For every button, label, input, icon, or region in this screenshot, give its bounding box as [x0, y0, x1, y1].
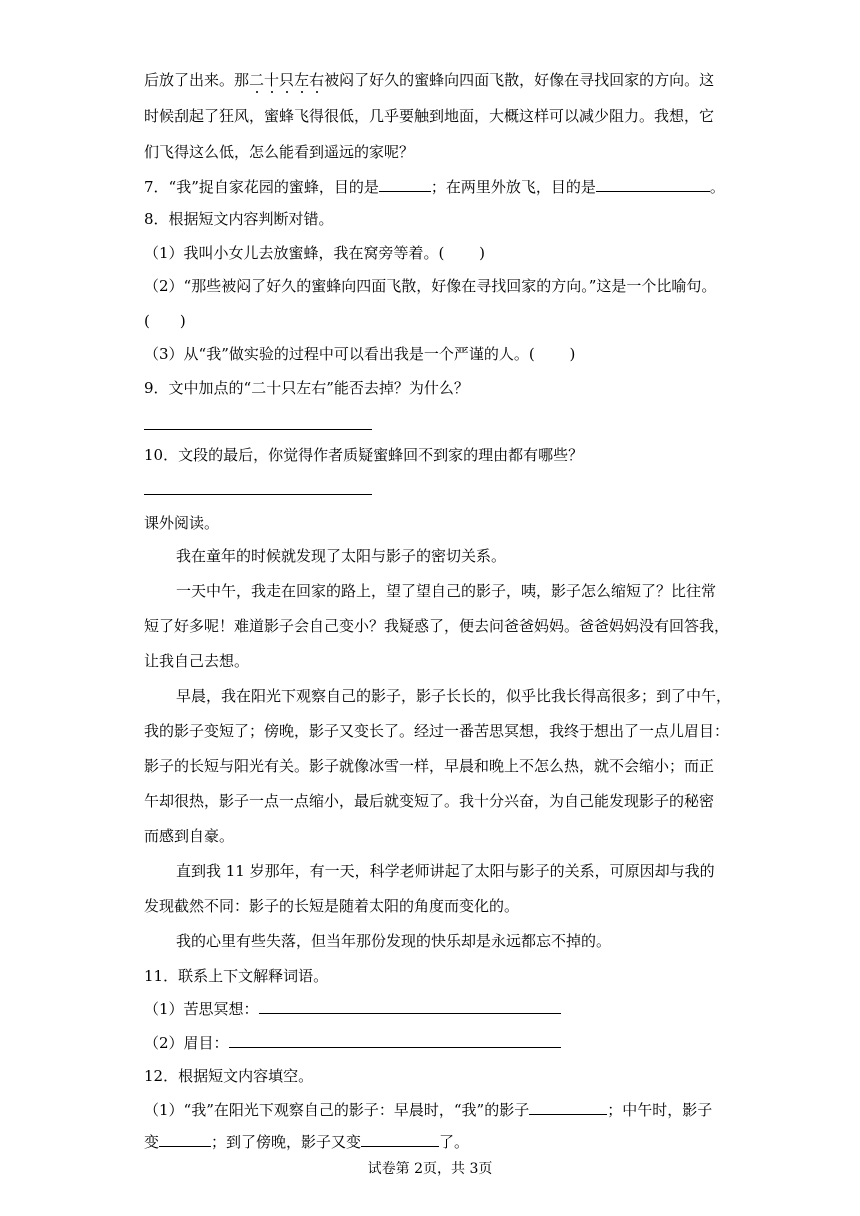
passage-line: 发现截然不同：影子的长短是随着太阳的角度而变化的。	[144, 897, 520, 915]
question-8-title: 8．根据短文内容判断对错。	[144, 210, 334, 228]
answer-bracket[interactable]: ( )	[144, 312, 186, 330]
passage-line: 一天中午，我走在回家的路上，望了望自己的影子，咦，影子怎么缩短了？比往常	[176, 582, 717, 600]
answer-line[interactable]	[144, 429, 372, 430]
answer-blank[interactable]	[596, 176, 710, 192]
answer-blank[interactable]	[529, 1099, 607, 1115]
page-footer: 试卷第 2页，共 3页	[367, 1161, 493, 1177]
passage-line: 午却很热，影子一点一点缩小，最后就变短了。我十分兴奋，为自己能发现影子的秘密	[144, 792, 715, 810]
question-12-title: 12．根据短文内容填空。	[144, 1067, 314, 1085]
answer-blank[interactable]	[361, 1131, 439, 1147]
question-11-item-2: （2）眉目：	[144, 1032, 561, 1053]
answer-blank[interactable]	[379, 176, 431, 192]
answer-blank[interactable]	[229, 1032, 561, 1048]
passage-line: 早晨，我在阳光下观察自己的影子，影子长长的，似乎比我长得高很多；到了中午，	[176, 687, 732, 705]
passage-line: 我的影子变短了；傍晚，影子又变长了。经过一番苦思冥想，我终于想出了一点儿眉目：	[144, 722, 730, 740]
dotted-phrase: 二十只左右	[249, 71, 325, 89]
question-9: 9．文中加点的“二十只左右”能否去掉？为什么？	[144, 379, 469, 397]
passage-line: 后放了出来。那二十只左右被闷了好久的蜜蜂向四面飞散，好像在寻找回家的方向。这	[144, 71, 715, 89]
answer-line[interactable]	[144, 494, 372, 495]
passage-line: 影子的长短与阳光有关。影子就像冰雪一样，早晨和晚上不怎么热，就不会缩小；而正	[144, 757, 715, 775]
answer-blank[interactable]	[259, 998, 561, 1014]
passage-line: 短了好多呢！难道影子会自己变小？我疑惑了，便去问爸爸妈妈。爸爸妈妈没有回答我，	[144, 617, 730, 635]
question-8-item-2: （2）“那些被闷了好久的蜜蜂向四面飞散，好像在寻找回家的方向。”这是一个比喻句。	[144, 277, 717, 295]
question-11-title: 11．联系上下文解释词语。	[144, 967, 329, 985]
passage-line: 让我自己去想。	[144, 652, 250, 670]
question-12-item-1-cont: 变 ；到了傍晚，影子又变 了。	[144, 1133, 470, 1151]
passage-line: 我的心里有些失落，但当年那份发现的快乐却是永远都忘不掉的。	[176, 932, 612, 950]
answer-blank[interactable]	[159, 1131, 211, 1147]
question-10: 10．文段的最后，你觉得作者质疑蜜蜂回不到家的理由都有哪些？	[144, 446, 584, 464]
passage-line: 直到我 11 岁那年，有一天，科学老师讲起了太阳与影子的关系，可原因却与我的	[176, 862, 715, 880]
question-8-item-3: （3）从“我”做实验的过程中可以看出我是一个严谨的人。( )	[144, 345, 576, 363]
passage-line: 而感到自豪。	[144, 827, 235, 845]
passage-line: 我在童年的时候就发现了太阳与影子的密切关系。	[176, 547, 507, 565]
passage-line: 时候刮起了狂风，蜜蜂飞得很低，几乎要触到地面，大概这样可以减少阻力。我想，它	[144, 107, 715, 125]
question-7: 7．“我”捉自家花园的蜜蜂，目的是 ；在两里外放飞，目的是 。	[144, 178, 725, 196]
question-11-item-1: （1）苦思冥想：	[144, 998, 561, 1019]
passage-line: 们飞得这么低，怎么能看到遥远的家呢？	[144, 143, 415, 161]
question-12-item-1: （1）“我”在阳光下观察自己的影子：早晨时，“我”的影子 ；中午时，影子	[144, 1101, 713, 1119]
question-8-item-1: （1）我叫小女儿去放蜜蜂，我在窝旁等着。( )	[144, 244, 486, 262]
section-title: 课外阅读。	[144, 514, 220, 532]
